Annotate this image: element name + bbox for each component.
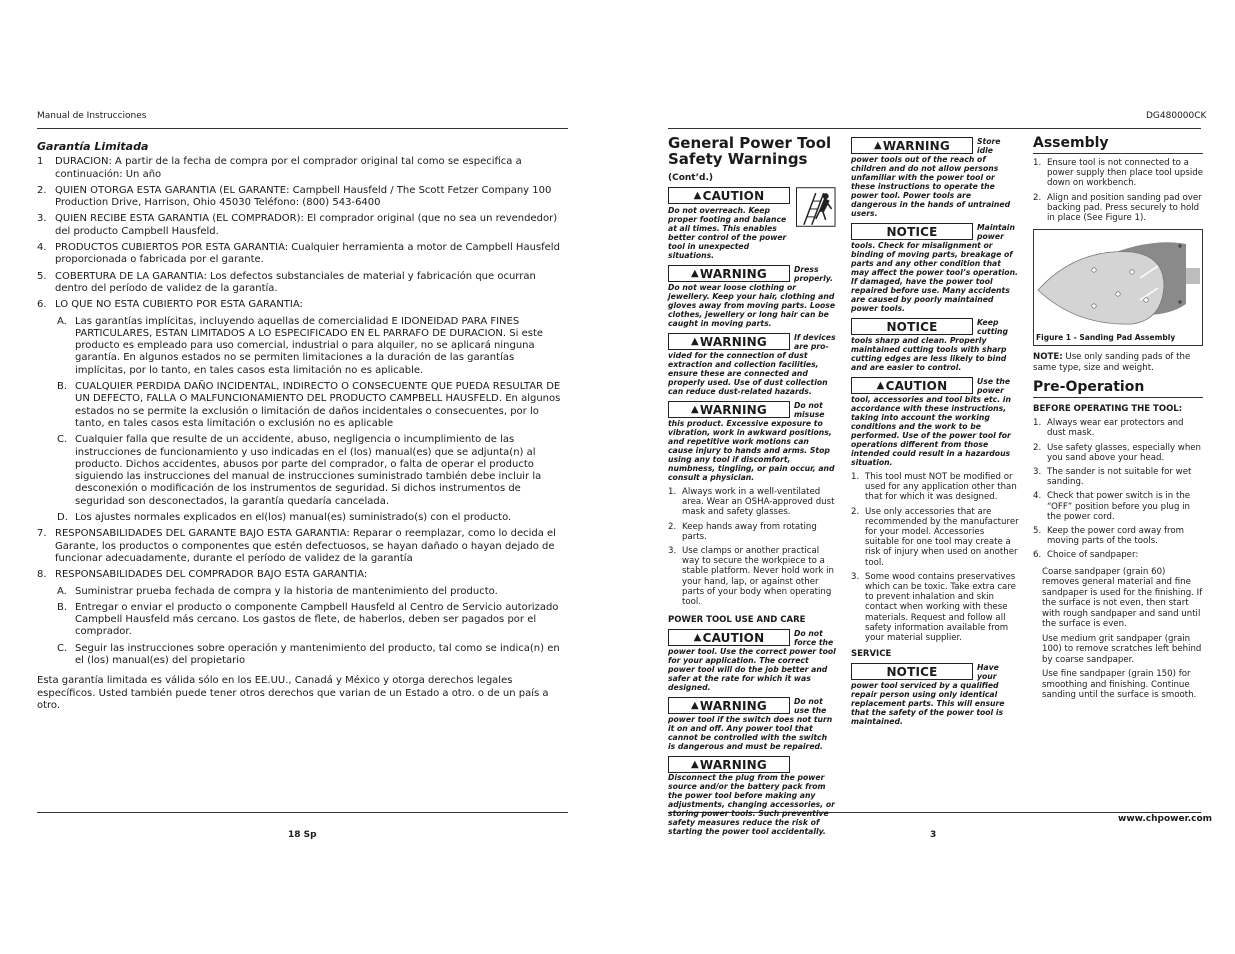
callout-header (668, 629, 836, 647)
signal-word: WARNING (699, 402, 767, 417)
item-number: A. (57, 585, 67, 597)
callout-text: power tools out of the reach of children and do not allow persons unfamiliar with the power tool or these instructions to operate the power tool. Power tools are dangerous in the hands of untrained users. (851, 155, 1011, 218)
item-number: B. (57, 601, 68, 613)
item-number: 6. (37, 299, 47, 311)
warranty-closing-text: Esta garantía limitada es válida sólo en los EE.UU., Canadá y México y otorga derechos legales específicos. Usted también puede tener otros derechos que varian de un Estado a otro. o de un país a otro. (37, 675, 549, 711)
list-text: Align and position sanding pad over backing pad. Press securely to hold in place (See Figure 1). (1047, 192, 1202, 224)
safety-callout (668, 629, 836, 692)
warning-signal (668, 333, 790, 350)
item-text: CUALQUIER PERDIDA DAÑO INCIDENTAL, INDIRECTO O CONSECUENTE QUE PUEDA RESULTAR DE UN DEFECTO, FALLA O MALFUNCIONAMIENTO DEL PRODUCTO CAMPBELL HAUSFELD. En algunos estados no se permite la exclusión o limitación de daños incidentales o consecuentes, por lo tanto, en tales casos esta limitación o exclusión no es aplicable (75, 381, 561, 429)
list-number: 5. (1033, 526, 1042, 537)
warning-triangle-icon: ▲ (693, 632, 702, 644)
safety-warnings-column (668, 135, 836, 841)
use-and-care-heading: POWER TOOL USE AND CARE (668, 615, 806, 626)
callout-lead-text: Do not use the (794, 697, 827, 716)
warning-triangle-icon: ▲ (691, 759, 699, 771)
assembly-title: Assembly (1033, 135, 1203, 154)
list-number: 3. (1033, 467, 1042, 478)
list-item (1033, 550, 1203, 560)
item-number: A. (57, 315, 67, 327)
item-text: PRODUCTOS CUBIERTOS POR ESTA GARANTIA: Cualquier herramienta a motor de Campbell Hausfeld proporcionada o fabricada por el garante. (55, 242, 560, 266)
warranty-item (37, 156, 567, 181)
safety-callout (851, 318, 1019, 372)
caution-signal (851, 377, 973, 394)
signal-word: NOTICE (886, 319, 938, 334)
item-text: RESPONSABILIDADES DEL GARANTE BAJO ESTA GARANTIA: Reparar o reemplazar, como lo decida el Garante, los productos o componentes que estén defectuosos, se hayan dañado o hayan dejado de funcionar adecuadamente, durante el período de validez de la garantía (55, 528, 556, 564)
warning-signal (668, 697, 790, 714)
signal-word: WARNING (699, 266, 767, 281)
note-text: Use only sanding pads of the same type, size and weight. (1033, 352, 1191, 373)
list-item (1033, 193, 1203, 224)
notice-signal (851, 663, 973, 680)
list-text: This tool must NOT be modified or used for any application other than that for which it was designed. (865, 472, 1017, 503)
right-page-top-rule (668, 128, 1201, 129)
list-number: 6. (1033, 550, 1042, 561)
list-text: Always wear ear protectors and dust mask. (1047, 418, 1184, 439)
left-page-top-rule (37, 128, 568, 129)
safety-warnings-column-2 (851, 137, 1019, 731)
signal-word: WARNING (699, 698, 767, 713)
callout-header (668, 756, 836, 773)
item-text: RESPONSABILIDADES DEL COMPRADOR BAJO ESTA GARANTIA: (55, 569, 368, 581)
callout-text: tools sharp and clean. Properly maintained cutting tools with sharp cutting edges are less likely to bind and are easier to control. (851, 336, 1007, 372)
item-text: QUIEN OTORGA ESTA GARANTIA (EL GARANTE: Campbell Hausfeld / The Scott Fetzer Company 100 Production Drive, Harrison, Ohio 45030 Teléfono: (800) 543-6400 (55, 184, 552, 209)
safety-callout (668, 756, 836, 836)
list-item (851, 472, 1019, 503)
safety-callout (851, 663, 1019, 726)
callout-lead-text: Have your (977, 663, 999, 682)
item-number: C. (57, 434, 68, 446)
item-number: B. (57, 381, 68, 393)
signal-word: CAUTION (885, 378, 948, 393)
list-item (1033, 418, 1203, 438)
list-item (851, 572, 1019, 643)
callout-lead-text: Do not force the (794, 629, 834, 648)
warning-signal (668, 401, 790, 418)
item-number: D. (57, 512, 68, 524)
warning-triangle-icon: ▲ (691, 268, 699, 279)
pre-operation-steps-list (1033, 418, 1203, 560)
warranty-item (37, 242, 567, 267)
item-text: DURACION: A partir de la fecha de compra por el comprador original tal como se especifica a continuación: Un año (55, 156, 522, 180)
item-text: Seguir las instrucciones sobre operación y mantenimiento del producto, tal como se indica(n) en el (los) manual(es) del propietario (75, 642, 560, 666)
list-number: 2. (1033, 442, 1042, 453)
callout-header (668, 333, 836, 351)
left-page-bottom-rule (37, 812, 568, 813)
list-item (668, 522, 836, 542)
list-text: Some wood contains preservatives which can be toxic. Take extra care to prevent inhalation and skin contact when working with these materials. Request and follow all safety information available from your material supplier. (865, 571, 1016, 644)
list-text: Use clamps or another practical way to secure the workpiece to a stable platform. Never hold work in your hand, lap, or against other parts of your body when operating tool. (682, 546, 834, 608)
left-page-number: 18 Sp (288, 830, 317, 840)
callout-header (851, 318, 1019, 336)
warranty-item (37, 185, 567, 210)
overreach-callout (668, 187, 836, 260)
sanding-pad-illustration (1036, 234, 1200, 330)
list-item (668, 546, 836, 607)
before-operating-heading: BEFORE OPERATING THE TOOL: (1033, 404, 1183, 415)
list-number: 2. (851, 506, 860, 517)
warranty-subitem (37, 434, 567, 508)
signal-word: NOTICE (886, 224, 938, 239)
item-number: 5. (37, 270, 47, 282)
warranty-subitem (37, 602, 567, 639)
callout-text: Do not wear loose clothing or jewellery. Keep your hair, clothing and gloves away from moving parts. Loose clothes, jewellery or long hair can be caught in moving parts. (668, 283, 836, 328)
warranty-title: Garantía Limitada (37, 140, 149, 153)
list-text: Check that power switch is in the “OFF” position before you plug in the power cord. (1047, 491, 1191, 522)
warranty-section (37, 141, 567, 712)
list-text: Use only accessories that are recommended by the manufacturer for your model. Accessories suitable for one tool may create a risk of injury when used on another tool. (865, 506, 1019, 568)
warranty-subitem (37, 586, 567, 598)
website-url: www.chpower.com (1118, 814, 1213, 824)
callout-text: vided for the connection of dust extraction and collection facilities, ensure these are connected and properly used. Use of dust collection can reduce dust-related hazards. (668, 351, 828, 396)
callout-header (668, 401, 836, 419)
sandpaper-paragraph: Use fine sandpaper (grain 150) for smoothing and finishing. Continue sanding until the surface is smooth. (1042, 669, 1197, 701)
callout-header (851, 137, 1019, 155)
warranty-item (37, 569, 567, 581)
list-item (1033, 491, 1203, 522)
list-text: Ensure tool is not connected to a power supply then place tool upside down on workbench. (1047, 158, 1203, 189)
signal-word: NOTICE (886, 664, 938, 679)
warning-signal (668, 265, 790, 282)
list-text: Keep the power cord away from moving parts of the tools. (1047, 526, 1185, 547)
warranty-subitem (37, 643, 567, 668)
warning-triangle-icon: ▲ (691, 404, 699, 415)
item-text: Los ajustes normales explicados en el(los) manual(es) suministrado(s) con el producto. (75, 512, 512, 524)
item-text: Cualquier falla que resulte de un accidente, abuso, negligencia o incumplimiento de las instrucciones de funcionamiento y uso indicadas en el (los) manual(es) que se adjunta(n) al producto. Dichos accidentes, abusos por parte del comprador, o falta de operar el producto siguiendo las instrucciones del manual de instrucciones suministrado también debe incluir la desconexión o modificación de los instrumentos de seguridad. Si dichos instrumentos de seguridad son desconectados, la garantía quedaría cancelada. (75, 434, 542, 507)
sanding-pad-figure (1033, 229, 1203, 346)
list-item (1033, 158, 1203, 189)
item-text: Las garantías implícitas, incluyendo aquellas de comercialidad E IDONEIDAD PARA FINES PARTICULARES, ESTAN LIMITADOS A LO ESPECIFICADO EN EL PARRAFO DE DURACION. Si este producto es empleado para uso comercial, industrial o para alquiler, no se aplicará ninguna garantía. En algunos estados no se permiten limitaciones a la duración de las garantías implícitas, por lo tanto, en tales casos esta limitación no es aplicable. (75, 315, 544, 376)
safety-title-line2: Safety Warnings (668, 150, 808, 168)
safety-callout (668, 697, 836, 751)
item-number: 1 (37, 156, 44, 168)
pre-operation-title: Pre-Operation (1033, 379, 1203, 398)
safety-tips-list (668, 487, 836, 607)
item-number: C. (57, 642, 68, 654)
list-number: 3. (668, 546, 677, 557)
item-number: 4. (37, 242, 47, 254)
callout-header (851, 663, 1019, 681)
safety-title-line1: General Power Tool (668, 134, 832, 152)
warranty-subitem (37, 381, 567, 430)
list-number: 4. (1033, 491, 1042, 502)
warning-triangle-icon: ▲ (693, 190, 702, 201)
notice-signal (851, 318, 973, 335)
warranty-subitem (37, 316, 567, 377)
callout-lead-text: Do not misuse (794, 401, 825, 419)
callout-lead-text: Use the power (977, 377, 1011, 395)
item-number: 2. (37, 184, 47, 196)
safety-callout (668, 265, 836, 328)
callout-lead-text: Dress properly. (794, 265, 833, 283)
callout-lead-text: Keep cutting (977, 318, 1008, 336)
item-text: Suministrar prueba fechada de compra y la historia de mantenimiento del producto. (75, 585, 498, 597)
note-label: NOTE: (1033, 352, 1063, 363)
list-number: 1. (1033, 418, 1042, 429)
safety-callout (668, 187, 836, 260)
list-item (851, 507, 1019, 568)
model-number-header: DG480000CK (1146, 111, 1207, 121)
callout-text: power tool serviced by a qualified repair person using only identical replacement parts. This will ensure that the safety of the power tool is maintained. (851, 681, 1005, 727)
list-number: 2. (1033, 192, 1042, 203)
list-number: 3. (851, 571, 860, 582)
callout-body (668, 187, 794, 260)
signal-word: WARNING (699, 334, 767, 349)
item-number: 8. (37, 569, 47, 581)
signal-word: WARNING (699, 757, 767, 772)
signal-word: CAUTION (702, 630, 765, 645)
list-item (1033, 467, 1203, 487)
item-text: LO QUE NO ESTA CUBIERTO POR ESTA GARANTIA: (55, 299, 303, 311)
callout-text: Do not overreach. Keep proper footing and balance at all times. This enables better control of the power tool in unexpected situations. (668, 206, 787, 260)
manual-header-left: Manual de Instrucciones (37, 111, 147, 121)
list-text: Choice of sandpaper: (1047, 550, 1139, 561)
usage-tips-list (851, 472, 1019, 643)
callout-lead-text: Maintain power (977, 223, 1015, 241)
list-text: The sander is not suitable for wet sanding. (1047, 467, 1192, 488)
signal-word: WARNING (882, 138, 950, 153)
sandpaper-paragraph: Use medium grit sandpaper (grain 100) to remove scratches left behind by coarse sandpaper. (1042, 633, 1202, 665)
safety-callout (851, 223, 1019, 313)
list-item (1033, 443, 1203, 463)
callout-text: power tool. Use the correct power tool for your application. The correct power tool will do the job better and safer at the rate for which it was designed. (668, 647, 836, 693)
assembly-note (1033, 352, 1203, 373)
list-number: 1. (1033, 158, 1042, 168)
safety-callout (851, 377, 1019, 467)
safety-callout (851, 137, 1019, 218)
callout-header (668, 265, 836, 283)
callout-header (668, 697, 836, 715)
callout-text: power tool if the switch does not turn it on and off. Any power tool that cannot be controlled with the switch is dangerous and must be repaired. (668, 715, 833, 752)
list-number: 1. (668, 487, 677, 497)
callout-header (851, 223, 1019, 241)
warning-triangle-icon: ▲ (876, 380, 885, 391)
warranty-item (37, 271, 567, 296)
callout-header (851, 377, 1019, 395)
list-text: Always work in a well-ventilated area. Wear an OSHA-approved dust mask and safety glasses. (682, 487, 835, 518)
callout-lead-text: Store idle (977, 137, 1001, 155)
item-number: 3. (37, 213, 47, 225)
warranty-item (37, 528, 567, 565)
list-text: Keep hands away from rotating parts. (682, 521, 817, 542)
list-item (668, 487, 836, 518)
caution-signal (668, 629, 790, 646)
figure-caption: Figure 1 - Sanding Pad Assembly (1036, 333, 1176, 343)
callout-text: tool, accessories and tool bits etc. in accordance with these instructions, taking into account the working conditions and the work to be performed. Use of the power tool for operations different from those intended could result in a hazardous situation. (851, 395, 1011, 467)
list-item (1033, 526, 1203, 546)
item-text: QUIEN RECIBE ESTA GARANTIA (EL COMPRADOR): El comprador original (que no sea un revendedor) del producto Campbell Hausfeld. (55, 213, 558, 237)
safety-callout (668, 401, 836, 482)
list-number: 1. (851, 472, 860, 482)
callout-text: Disconnect the plug from the power source and/or the battery pack from the power tool before making any adjustments, changing accessories, or storing power tools. Such preventive safety measures reduce the risk of starting the power tool accidentally. (668, 773, 835, 837)
list-text: Use safety glasses, especially when you sand above your head. (1047, 442, 1202, 463)
callout-text: this product. Excessive exposure to vibration, work in awkward positions, and repetitive work motions can cause injury to hands and arms. Stop using any tool if discomfort, numbness, tingling, or pain occur, and consult a physician. (668, 419, 835, 482)
callout-text: tools. Check for misalignment or binding of moving parts, breakage of parts and any other condition that may affect the power tool’s operation. If damaged, have the power tool repaired before use. Many accidents are caused by poorly maintained power tools. (851, 241, 1018, 313)
sandpaper-paragraph: Coarse sandpaper (grain 60) removes general material and fine sandpaper is used for the finishing. If the surface is not even, then start with rough sandpaper and sand until the surface is even. (1042, 566, 1203, 630)
warning-triangle-icon: ▲ (874, 140, 882, 151)
signal-word: CAUTION (702, 188, 765, 203)
warranty-subitem (37, 512, 567, 524)
list-number: 2. (668, 521, 677, 532)
continued-label: (Cont’d.) (668, 173, 714, 183)
safety-callout (668, 333, 836, 396)
right-page-number: 3 (930, 830, 937, 840)
warranty-item (37, 299, 567, 311)
item-text: COBERTURA DE LA GARANTIA: Los defectos substanciales de material y fabricación que ocurran dentro del período de validez de la garantía. (55, 270, 536, 294)
item-text: Entregar o enviar el producto o componente Campbell Hausfeld al Centro de Servicio autorizado Campbell Hausfeld más cercano. Los gastos de flete, de haberlos, deben ser pagados por el comprador. (75, 601, 559, 638)
caution-signal (668, 187, 790, 204)
warning-signal (668, 756, 790, 773)
notice-signal (851, 223, 973, 240)
assembly-steps-list (1033, 158, 1203, 223)
warning-triangle-icon: ▲ (691, 336, 699, 347)
warranty-item (37, 213, 567, 238)
item-number: 7. (37, 528, 47, 540)
overreach-ladder-icon (796, 187, 836, 227)
callout-lead-text: If devices are pro- (794, 333, 836, 351)
assembly-column (1033, 135, 1203, 705)
service-heading: SERVICE (851, 649, 892, 660)
warning-triangle-icon: ▲ (691, 700, 699, 712)
warning-signal (851, 137, 973, 154)
